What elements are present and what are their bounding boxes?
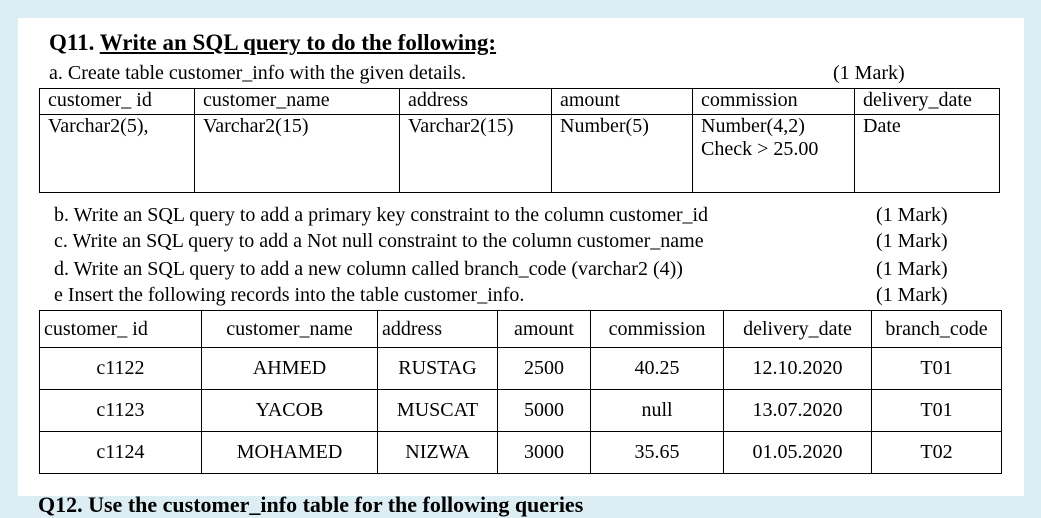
table-row	[40, 115, 1000, 193]
table-cell: T01	[872, 348, 1002, 390]
table-header-cell: commission	[693, 89, 855, 115]
table-header-cell: customer_ id	[40, 311, 202, 348]
question-number: Q11.	[49, 30, 95, 55]
table-header-row	[40, 311, 1002, 348]
part-c-text: c. Write an SQL query to add a Not null constraint to the column customer_name	[54, 230, 704, 252]
table-cell: AHMED	[202, 348, 378, 390]
table-cell: c1122	[40, 348, 202, 390]
question-title: Write an SQL query to do the following:	[99, 30, 497, 55]
table-header-cell: branch_code	[872, 311, 1002, 348]
table-cell: YACOB	[202, 390, 378, 432]
table-header-row	[40, 89, 1000, 115]
part-e-mark: (1 Mark)	[876, 284, 948, 306]
part-b-mark: (1 Mark)	[876, 204, 948, 226]
commission-definition: Number(4,2) Check > 25.00	[701, 115, 819, 160]
records-table	[39, 310, 1002, 474]
table-cell: Date	[855, 115, 1000, 193]
table-header-cell: customer_ id	[40, 89, 195, 115]
part-e-text: e Insert the following records into the table customer_info.	[54, 284, 525, 306]
table-row	[40, 348, 1002, 390]
table-row	[40, 390, 1002, 432]
part-d-mark: (1 Mark)	[876, 258, 948, 280]
table-header-cell: customer_name	[202, 311, 378, 348]
table-cell: 35.65	[591, 432, 724, 474]
table-cell: 40.25	[591, 348, 724, 390]
table-cell: T02	[872, 432, 1002, 474]
table-cell: T01	[872, 390, 1002, 432]
next-question-heading: Q12. Use the customer_info table for the following queries	[38, 492, 584, 517]
table-header-cell: commission	[591, 311, 724, 348]
table-header-cell: delivery_date	[724, 311, 872, 348]
table-cell: c1123	[40, 390, 202, 432]
table-cell: 5000	[498, 390, 591, 432]
part-b-text: b. Write an SQL query to add a primary key constraint to the column customer_id	[54, 204, 709, 226]
table-cell: 01.05.2020	[724, 432, 872, 474]
table-cell: RUSTAG	[378, 348, 498, 390]
table-cell: 2500	[498, 348, 591, 390]
table-cell: null	[591, 390, 724, 432]
table-cell	[693, 115, 855, 193]
table-header-cell: delivery_date	[855, 89, 1000, 115]
table-cell: MOHAMED	[202, 432, 378, 474]
table-header-cell: address	[378, 311, 498, 348]
table-cell: Varchar2(15)	[195, 115, 400, 193]
column-definition-table	[39, 88, 1000, 193]
table-row	[40, 432, 1002, 474]
table-cell: 12.10.2020	[724, 348, 872, 390]
table-header-cell: amount	[552, 89, 693, 115]
table-cell: 3000	[498, 432, 591, 474]
table-cell: Varchar2(15)	[400, 115, 552, 193]
table-header-cell: customer_name	[195, 89, 400, 115]
question-heading	[49, 30, 496, 56]
table-cell: Number(5)	[552, 115, 693, 193]
table-cell: NIZWA	[378, 432, 498, 474]
part-a-mark: (1 Mark)	[833, 62, 905, 84]
part-d-text: d. Write an SQL query to add a new column called branch_code (varchar2 (4))	[54, 258, 683, 280]
table-header-cell: address	[400, 89, 552, 115]
table-header-cell: amount	[498, 311, 591, 348]
table-cell: 13.07.2020	[724, 390, 872, 432]
part-c-mark: (1 Mark)	[876, 230, 948, 252]
table-cell: c1124	[40, 432, 202, 474]
document-page	[18, 18, 1024, 517]
table-cell: Varchar2(5),	[40, 115, 195, 193]
table-cell: MUSCAT	[378, 390, 498, 432]
part-a-text: a. Create table customer_info with the given details.	[49, 62, 467, 84]
